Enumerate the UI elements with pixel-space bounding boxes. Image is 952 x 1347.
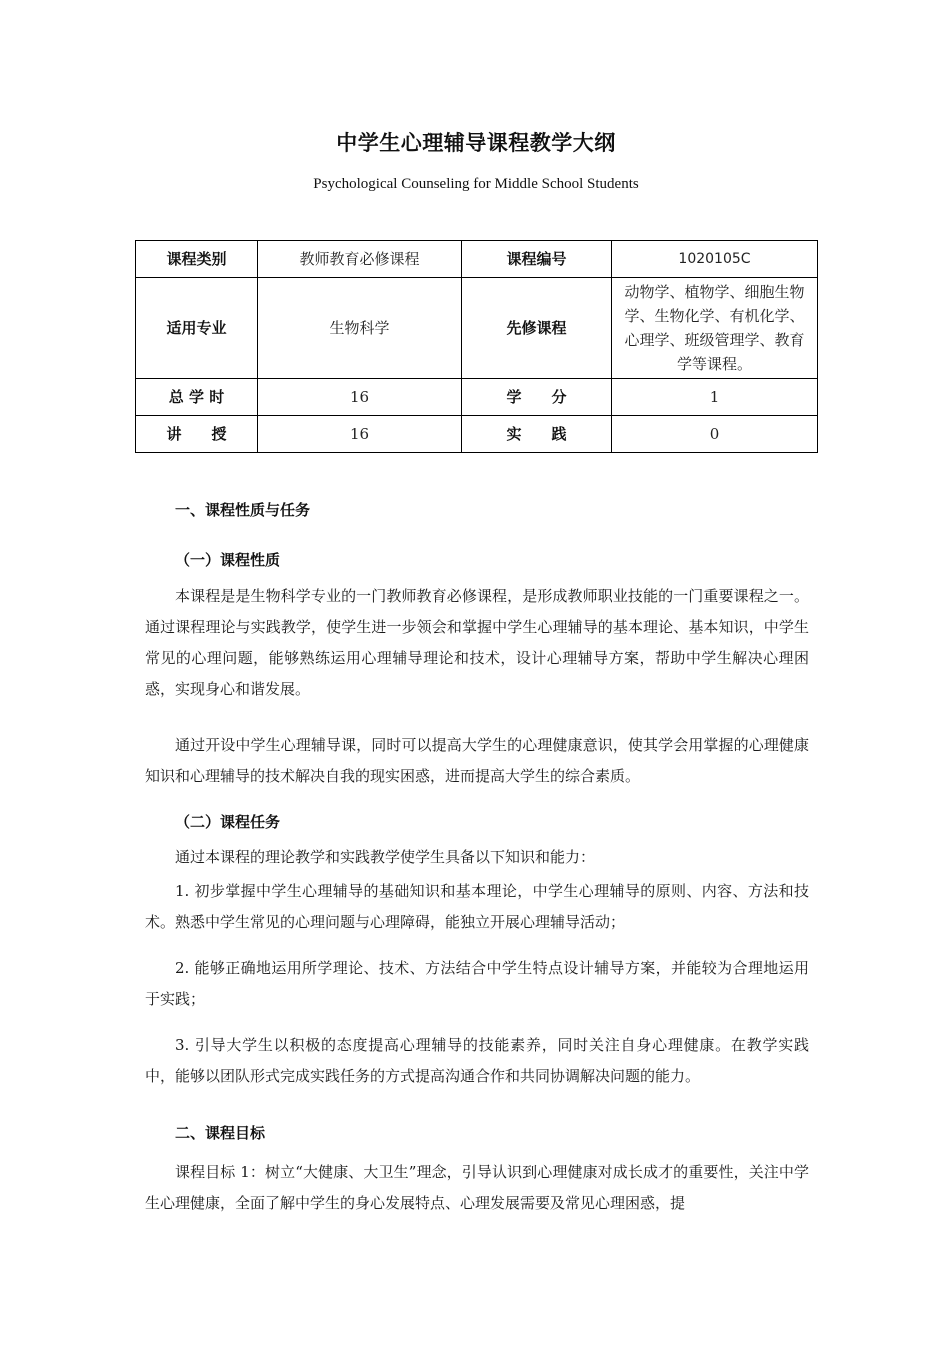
section-heading: 二、课程目标 [175, 1124, 266, 1142]
paragraph: 通过开设中学生心理辅导课，同时可以提高大学生的心理健康意识，使其学会用掌握的心理健康知识和心理辅导的技术解决自我的现实困惑，进而提高大学生的综合素质。 [145, 736, 809, 785]
course-info-table [135, 240, 818, 453]
document-title: 中学生心理辅导课程教学大纲 [336, 131, 616, 155]
table-cell-label: 课程类别 [136, 241, 258, 278]
subsection-heading: （二）课程任务 [175, 813, 281, 831]
paragraph: 本课程是是生物科学专业的一门教师教育必修课程，是形成教师职业技能的一门重要课程之一。通过课程理论与实践教学，使学生进一步领会和掌握中学生心理辅导的基本理论、基本知识，中学生常见的心理问题，能够熟练运用心理辅导理论和技术，设计心理辅导方案，帮助中学生解决心理困惑，实现身心和谐发展。 [145, 587, 809, 698]
table-cell-label: 课程编号 [462, 241, 612, 278]
table-row [136, 278, 818, 379]
table-cell-label: 总 学 时 [136, 379, 258, 416]
document-subtitle: Psychological Counseling for Middle School Students [313, 176, 639, 192]
subsection-heading: （一）课程性质 [175, 551, 281, 569]
list-item: 2. 能够正确地运用所学理论、技术、方法结合中学生特点设计辅导方案，并能较为合理地运用于实践； [145, 959, 809, 1008]
table-cell-label: 实 践 [462, 416, 612, 453]
paragraph: 通过本课程的理论教学和实践教学使学生具备以下知识和能力： [175, 848, 596, 866]
table-row [136, 416, 818, 453]
table-cell-value: 生物科学 [258, 278, 462, 379]
table-row [136, 379, 818, 416]
table-row [136, 241, 818, 278]
table-cell-value: 0 [612, 416, 818, 453]
table-cell-value: 动物学、植物学、细胞生物学、生物化学、有机化学、心理学、班级管理学、教育学等课程。 [612, 278, 818, 379]
table-cell-label: 先修课程 [462, 278, 612, 379]
table-cell-value: 1020105C [612, 241, 818, 278]
list-item: 3. 引导大学生以积极的态度提高心理辅导的技能素养，同时关注自身心理健康。在教学实践中，能够以团队形式完成实践任务的方式提高沟通合作和共同协调解决问题的能力。 [145, 1036, 809, 1085]
table-cell-value: 16 [258, 416, 462, 453]
list-item: 1. 初步掌握中学生心理辅导的基础知识和基本理论，中学生心理辅导的原则、内容、方法和技术。熟悉中学生常见的心理问题与心理障碍，能独立开展心理辅导活动； [145, 882, 809, 931]
table-cell-label: 适用专业 [136, 278, 258, 379]
table-cell-value: 1 [612, 379, 818, 416]
table-cell-label: 学 分 [462, 379, 612, 416]
section-heading: 一、课程性质与任务 [175, 501, 311, 519]
table-cell-label: 讲 授 [136, 416, 258, 453]
table-cell-value: 教师教育必修课程 [258, 241, 462, 278]
paragraph: 课程目标 1：树立“大健康、大卫生”理念，引导认识到心理健康对成长成才的重要性，关注中学生心理健康，全面了解中学生的身心发展特点、心理发展需要及常见心理困惑，提 [145, 1163, 809, 1212]
table-cell-value: 16 [258, 379, 462, 416]
